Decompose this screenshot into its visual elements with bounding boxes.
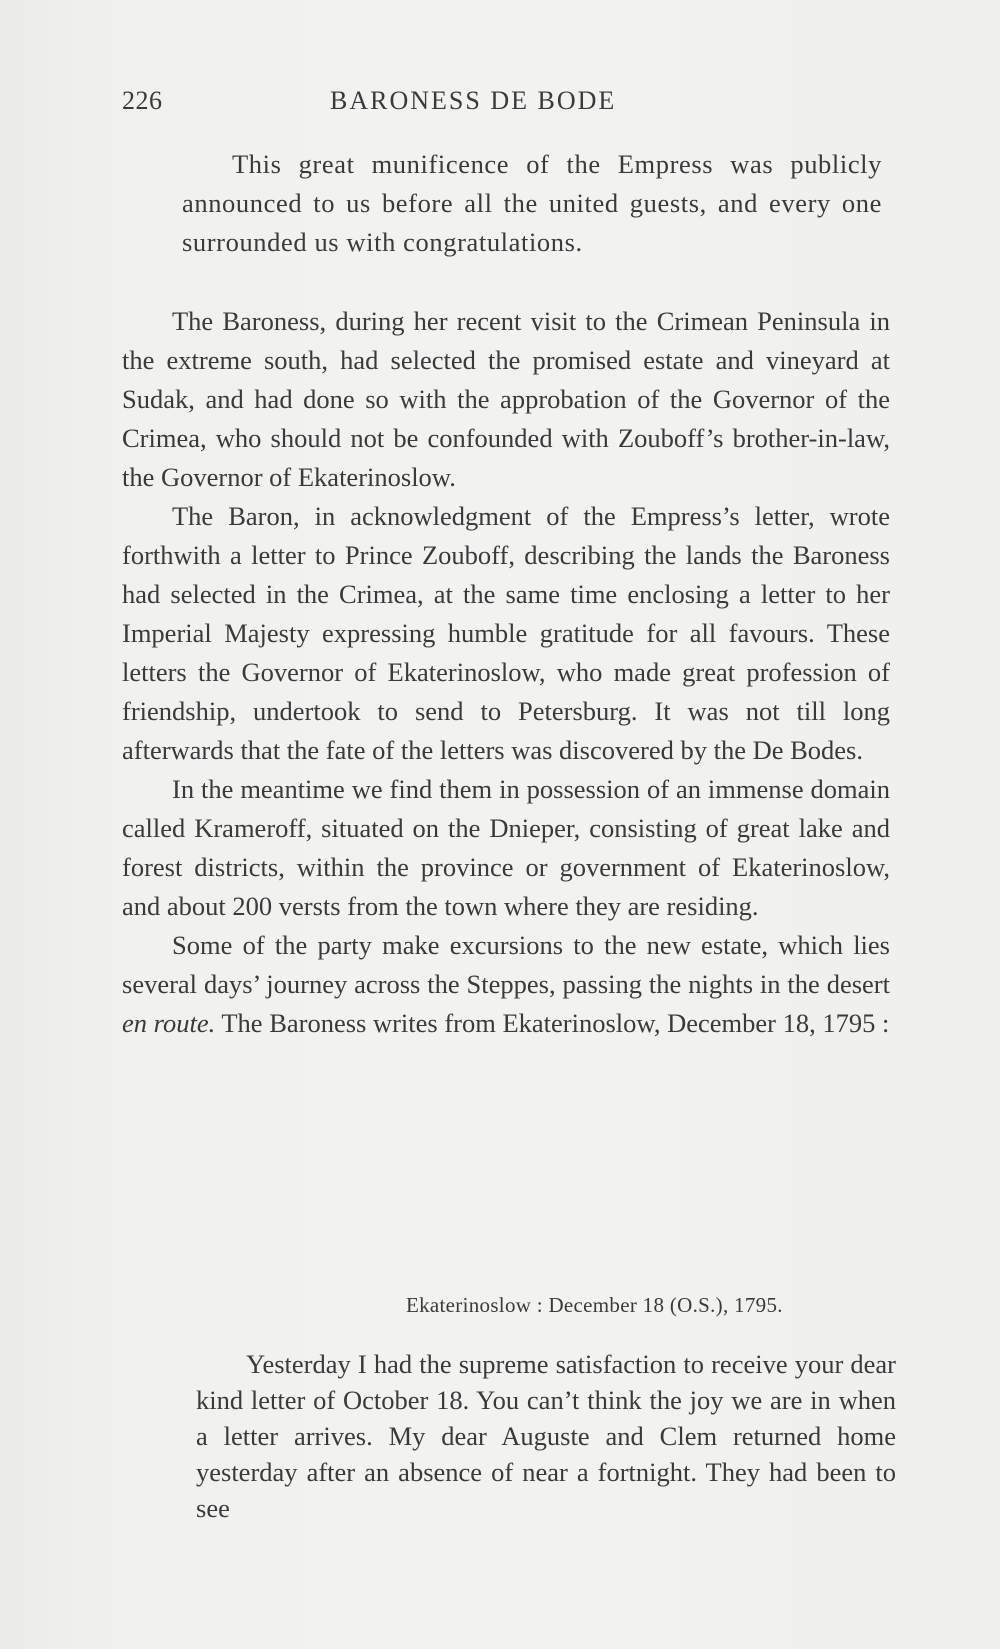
narrative-body	[122, 302, 890, 1043]
narrative-paragraph-3: In the meantime we find them in possession of an immense domain called Krameroff, situated on the Dnieper, consisting of great lake and forest districts, within the province or government of Ekaterinoslow, and about 200 versts from the town where they are residing.	[122, 774, 890, 921]
narrative-paragraph-1: The Baroness, during her recent visit to the Crimean Peninsula in the extreme south, had selected the promised estate and vineyard at Sudak, and had done so with the approbation of the Governor of the Crimea, who should not be confounded with Zouboff’s brother-in-law, the Governor of Ekaterinoslow.	[122, 306, 890, 492]
letter-dateline: Ekaterinoslow : December 18 (O.S.), 1795.	[406, 1293, 783, 1317]
narrative-paragraph-2: The Baron, in acknowledgment of the Empress’s letter, wrote forthwith a letter to Prince Zouboff, describing the lands the Baroness had selected in the Crimea, at the same time enclosing a letter to her Imperial Majesty expressing humble gratitude for all favours. These letters the Governor of Ekaterinoslow, who made great profession of friendship, undertook to send to Petersburg. It was not till long afterwards that the fate of the letters was discovered by the De Bodes.	[122, 501, 890, 765]
narrative-paragraph-4-end: The Baroness writes from Ekaterinoslow, December 18, 1795 :	[215, 1008, 890, 1038]
narrative-paragraph-4-start: Some of the party make excursions to the new estate, which lies several days’ journey across the Steppes, passing the nights in the desert	[122, 930, 890, 999]
running-head: BARONESS DE BODE	[330, 86, 617, 115]
page-number: 226	[122, 86, 163, 115]
letter-paragraph-1: Yesterday I had the supreme satisfaction to receive your dear kind letter of October 18. You can’t think the joy we are in when a letter arrives. My dear Auguste and Clem returned home yesterday after an absence of near a fortnight. They had been to see	[196, 1349, 896, 1523]
letter-body	[196, 1346, 896, 1526]
page-header	[122, 86, 892, 126]
quoted-passage	[182, 145, 882, 262]
italic-phrase: en route.	[122, 1008, 216, 1038]
narrative-paragraph-4	[122, 926, 890, 1043]
quoted-paragraph: This great munificence of the Empress was publicly announced to us before all the united guests, and every one surrounded us with congratulations.	[182, 149, 882, 257]
